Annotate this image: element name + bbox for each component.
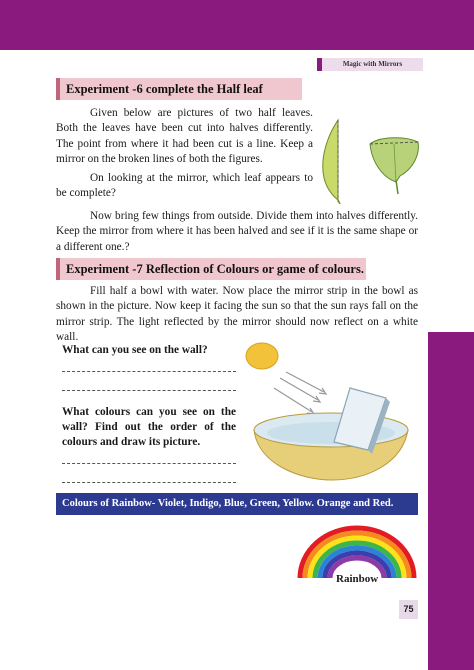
half-leaf-image-2	[366, 134, 422, 196]
experiment-6-heading: Experiment -6 complete the Half leaf	[56, 78, 302, 100]
experiment-6-paragraph-1: Given below are pictures of two half leaves. Both the leaves have been cut into halves differently. The point from where it had been cut is a line. Keep a mirror on the broken lines of both the figures.	[56, 107, 313, 165]
bowl-mirror-illustration	[240, 338, 420, 488]
rainbow-caption: Rainbow	[336, 573, 379, 585]
chapter-title: Magic with Mirrors	[317, 58, 423, 71]
top-banner	[0, 0, 474, 50]
experiment-6-paragraph-2: On looking at the mirror, which leaf appears to be complete?	[56, 172, 313, 200]
answer-line	[62, 482, 236, 483]
experiment-6-paragraph-3: Now bring few things from outside. Divide them into halves differently. Keep the mirror from where it has been halved and see if it is the same shape or a different one.?	[56, 210, 418, 253]
rainbow-image	[294, 522, 420, 580]
rainbow-colours-box: Colours of Rainbow- Violet, Indigo, Blue, Green, Yellow. Orange and Red.	[56, 493, 418, 515]
experiment-7-paragraph: Fill half a bowl with water. Now place the mirror strip in the bowl as shown in the picture. Now keep it facing the sun so that the sun rays fall on the mirror strip. The light reflected by the mirror should now reflect on a white wall.	[56, 285, 418, 343]
half-leaf-image-1	[318, 116, 354, 204]
page-number: 75	[399, 600, 418, 619]
answer-line	[62, 463, 236, 464]
side-strip	[428, 332, 474, 670]
answer-line	[62, 390, 236, 391]
question-wall: What can you see on the wall?	[62, 344, 208, 356]
answer-line	[62, 371, 236, 372]
question-colours: What colours can you see on the wall? Find out the order of the colours and draw its picture.	[62, 406, 236, 448]
experiment-7-heading: Experiment -7 Reflection of Colours or game of colours.	[56, 258, 366, 280]
